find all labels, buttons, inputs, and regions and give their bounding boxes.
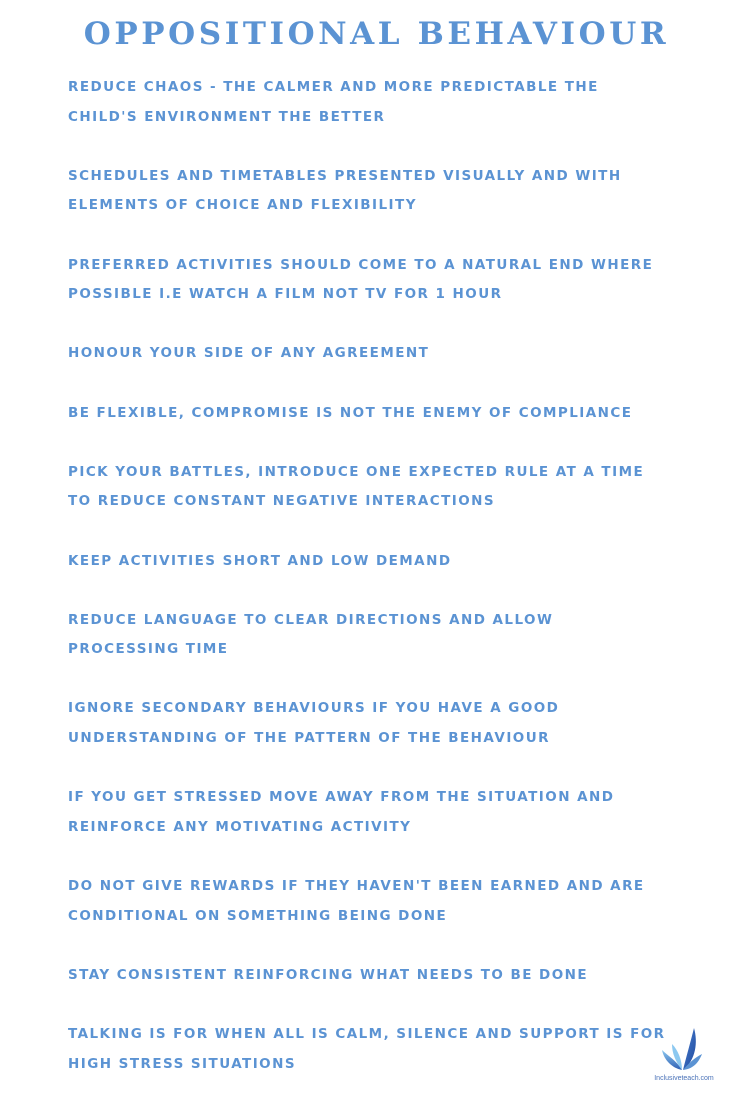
page-title: OPPOSITIONAL BEHAVIOUR: [83, 16, 670, 52]
tip-3: PREFERRED ACTIVITIES SHOULD COME TO A NATURAL END WHERE POSSIBLE I.E WATCH A FILM NOT TV FOR 1 HOUR: [68, 256, 654, 303]
tip-9: IGNORE SECONDARY BEHAVIOURS IF YOU HAVE A GOOD UNDERSTANDING OF THE PATTERN OF THE BEHAVIOUR: [68, 700, 560, 747]
tip-4: HONOUR YOUR SIDE OF ANY AGREEMENT: [68, 345, 430, 362]
tip-8: REDUCE LANGUAGE TO CLEAR DIRECTIONS AND ALLOW PROCESSING TIME: [68, 611, 554, 658]
tip-11: DO NOT GIVE REWARDS IF THEY HAVEN'T BEEN EARNED AND ARE CONDITIONAL ON SOMETHING BEING DONE: [68, 878, 645, 924]
logo-text: Inclusiveteach.com: [654, 1075, 714, 1082]
butterfly-wings-icon: [658, 1024, 708, 1074]
tip-13: TALKING IS FOR WHEN ALL IS CALM, SILENCE AND SUPPORT IS FOR HIGH STRESS SITUATIONS: [68, 1026, 666, 1072]
inclusiveteach-logo: [644, 1024, 724, 1084]
tip-5: BE FLEXIBLE, COMPROMISE IS NOT THE ENEMY OF COMPLIANCE: [68, 404, 633, 421]
tip-10: IF YOU GET STRESSED MOVE AWAY FROM THE SITUATION AND REINFORCE ANY MOTIVATING ACTIVITY: [68, 789, 615, 835]
tip-1: REDUCE CHAOS - THE CALMER AND MORE PREDICTABLE THE CHILD'S ENVIRONMENT THE BETTER: [68, 79, 599, 125]
tips-list: [68, 73, 668, 1109]
tip-6: PICK YOUR BATTLES, INTRODUCE ONE EXPECTED RULE AT A TIME TO REDUCE CONSTANT NEGATIVE INTERACTIONS: [68, 463, 645, 510]
tip-7: KEEP ACTIVITIES SHORT AND LOW DEMAND: [68, 552, 452, 569]
tip-12: STAY CONSISTENT REINFORCING WHAT NEEDS TO BE DONE: [68, 966, 589, 983]
tip-2: SCHEDULES AND TIMETABLES PRESENTED VISUALLY AND WITH ELEMENTS OF CHOICE AND FLEXIBILITY: [68, 167, 622, 214]
